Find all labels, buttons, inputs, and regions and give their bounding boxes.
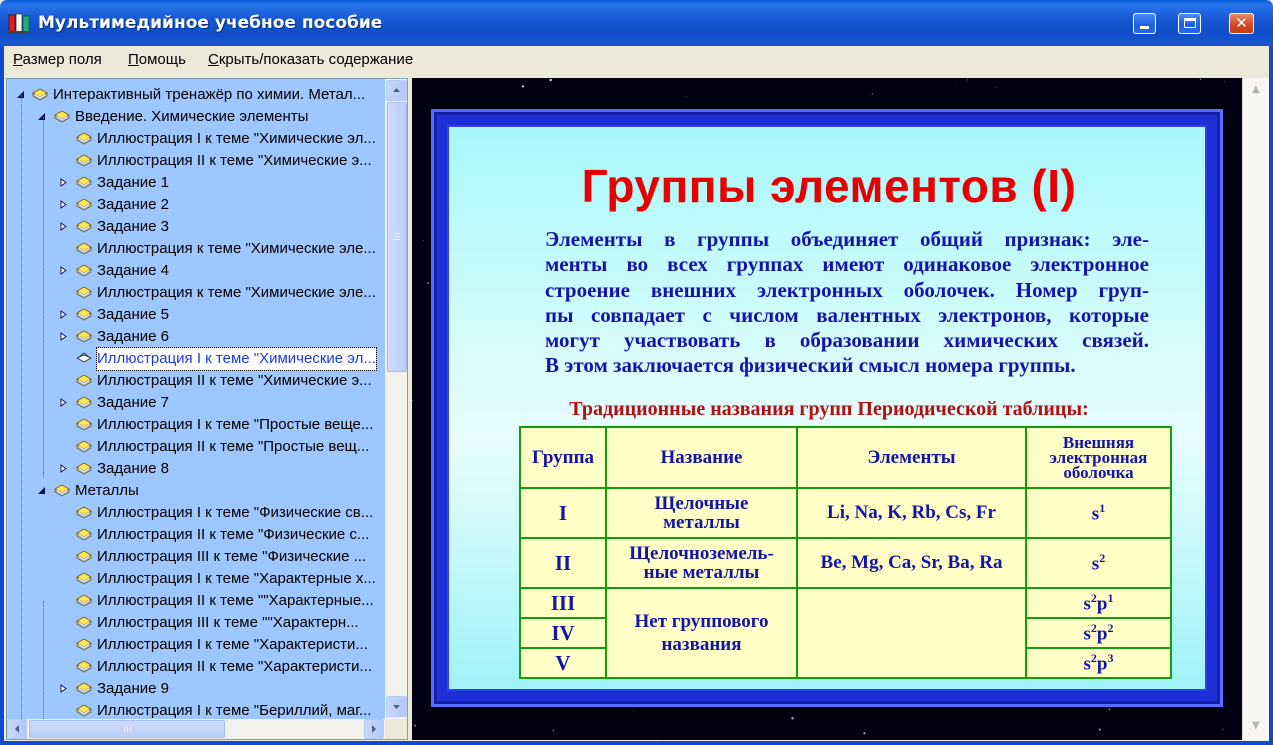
minimize-button[interactable] [1133, 13, 1156, 34]
paragraph-line: Элементы в группы объединяет общий признак: эле- [545, 227, 1149, 251]
orbital-s: s [1083, 593, 1091, 615]
electron-shell [1026, 648, 1171, 678]
page-icon [76, 194, 92, 216]
orbital-p-count: 3 [1107, 650, 1114, 665]
group-name-line: Нет группового [634, 611, 769, 632]
header-shell-line: Внешняя [1062, 433, 1135, 452]
menu-accelerator: П [128, 51, 139, 68]
tree-folder-item[interactable] [7, 84, 385, 106]
slide-title: Группы элементов (I) [581, 160, 1077, 212]
group-name-line: Щелочноземель- [629, 543, 774, 564]
scroll-left-button[interactable] [7, 719, 27, 739]
electron-shell [1026, 588, 1171, 618]
orbital-s-count: 2 [1090, 620, 1097, 635]
page-icon [76, 260, 92, 282]
orbital-s: s [1083, 623, 1091, 645]
paragraph-line: менты во всех группах имеют одинаковое электронное [545, 252, 1149, 277]
orbital-s: s [1083, 653, 1091, 675]
expand-icon[interactable] [59, 464, 68, 473]
tree-item-label: Иллюстрация I к теме "Характеристи... [97, 636, 368, 653]
tree-leaf-item[interactable] [7, 678, 385, 700]
book-icon [54, 480, 70, 502]
tree-item-label: Задание 5 [97, 306, 170, 323]
page-icon [76, 172, 92, 194]
collapse-icon[interactable] [37, 112, 46, 121]
group-name [606, 488, 797, 538]
header-shell-line: электронная [1049, 448, 1148, 467]
tree-leaf-item[interactable] [7, 634, 385, 656]
tree-item-label: Иллюстрация к теме "Химические эле... [97, 240, 376, 257]
menu-label-rest: азмер поля [22, 51, 102, 68]
menu-item-help[interactable] [128, 51, 186, 68]
page-icon [76, 634, 92, 656]
table-header-row [520, 427, 1171, 488]
group-name-merged [606, 588, 797, 678]
electron-shell [1026, 488, 1171, 538]
orbital-p: p [1096, 593, 1108, 615]
menu-label-rest: крыть/показать содержание [218, 51, 414, 68]
tree-item-label: Задание 7 [97, 394, 170, 411]
page-icon [76, 678, 92, 700]
content-viewer[interactable] [412, 78, 1242, 740]
close-icon: ✕ [1235, 14, 1248, 32]
minimize-icon [1140, 26, 1149, 29]
tree-leaf-item[interactable] [7, 150, 385, 172]
tree-item-label: Иллюстрация I к теме "Характерные х... [97, 570, 376, 587]
tree-leaf-item[interactable] [7, 128, 385, 150]
paragraph-line: строение внешних электронных оболочек. Номер груп- [545, 277, 1149, 302]
arrow-up-icon [387, 81, 406, 100]
maximize-icon [1184, 18, 1196, 28]
open-page-icon [76, 348, 92, 370]
arrow-left-icon [8, 720, 26, 738]
tree-leaf-item[interactable] [7, 326, 385, 348]
maximize-button[interactable] [1178, 13, 1201, 34]
page-icon [76, 150, 92, 172]
group-name-line: ные металлы [643, 562, 760, 583]
tree-item-label: Задание 3 [97, 218, 170, 235]
tree-leaf-item[interactable] [7, 260, 385, 282]
paragraph-line: пы совпадает с числом валентных электронов, которые [545, 302, 1149, 327]
close-button[interactable] [1229, 13, 1254, 34]
orbital-p: p [1096, 623, 1108, 645]
grip-icon [30, 721, 224, 737]
header-name: Название [606, 427, 797, 488]
tree-item-label: Иллюстрация I к теме "Химические эл... [97, 348, 376, 370]
tree-leaf-item[interactable] [7, 238, 385, 260]
tree-item-label: Задание 2 [97, 196, 170, 213]
group-name-line: металлы [663, 512, 740, 533]
paragraph-line: В этом заключается физический смысл номера группы. [545, 353, 1076, 378]
table-row [520, 538, 1171, 588]
group-name-line: Щелочные [654, 493, 749, 514]
book-stack-icon[interactable] [8, 12, 30, 34]
page-icon [76, 436, 92, 458]
group-number: V [520, 648, 606, 678]
tree-item-label: Иллюстрация III к теме ""Характерн... [97, 614, 359, 631]
tree-leaf-item[interactable] [7, 590, 385, 612]
arrow-up-icon[interactable]: ▲ [1252, 84, 1260, 95]
expand-icon[interactable] [59, 178, 68, 187]
table-row [520, 488, 1171, 538]
tree-vertical-scrollbar[interactable] [385, 79, 407, 719]
menu-item-toggle-contents[interactable] [208, 51, 413, 68]
arrow-down-icon [387, 697, 406, 716]
group-number: IV [520, 618, 606, 648]
arrow-right-icon [365, 720, 383, 738]
tree-leaf-item[interactable] [7, 172, 385, 194]
page-icon [76, 392, 92, 414]
tree-item-label: Интерактивный тренажёр по химии. Метал... [53, 86, 366, 103]
expand-icon[interactable] [59, 222, 68, 231]
header-shell-line: оболочка [1063, 463, 1134, 482]
window-title: Мультимедийное учебное пособие [38, 13, 383, 33]
page-icon [76, 128, 92, 150]
expand-icon[interactable] [59, 266, 68, 275]
tree-item-label: Иллюстрация I к теме "Физические св... [97, 504, 374, 521]
tree-leaf-item[interactable] [7, 568, 385, 590]
book-icon [32, 84, 48, 106]
tree-item-label: Иллюстрация к теме "Химические эле... [97, 284, 376, 301]
scroll-down-button[interactable] [386, 696, 407, 717]
tree-item-label: Иллюстрация I к теме "Химические эл... [97, 130, 376, 147]
electron-shell [1026, 538, 1171, 588]
page-icon [76, 370, 92, 392]
menu-item-field-size[interactable] [13, 51, 102, 68]
tree-leaf-item[interactable] [7, 370, 385, 392]
expand-icon[interactable] [59, 310, 68, 319]
page-icon [76, 700, 92, 719]
tree-guide-line [21, 95, 22, 719]
content-vertical-scrollbar[interactable] [1242, 78, 1269, 740]
menu-accelerator: С [208, 51, 219, 68]
tree-leaf-item[interactable] [7, 194, 385, 216]
page-icon [76, 502, 92, 524]
expand-icon[interactable] [59, 332, 68, 341]
collapse-icon[interactable] [37, 486, 46, 495]
tree-horizontal-scrollbar[interactable] [7, 719, 385, 739]
contents-tree[interactable] [6, 78, 408, 740]
page-icon [76, 238, 92, 260]
expand-icon[interactable] [59, 398, 68, 407]
tree-item-label: Иллюстрация III к теме "Физические ... [97, 548, 367, 565]
tree-leaf-item[interactable] [7, 348, 385, 370]
menu-bar [4, 46, 1269, 74]
expand-icon[interactable] [59, 200, 68, 209]
slide-frame [431, 109, 1223, 707]
tree-leaf-item[interactable] [7, 502, 385, 524]
tree-folder-item[interactable] [7, 480, 385, 502]
tree-item-label: Иллюстрация I к теме "Бериллий, маг... [97, 702, 372, 719]
slide-subtitle: Традиционные названия групп Периодической таблицы: [569, 398, 1089, 420]
tree-item-label: Введение. Химические элементы [75, 108, 309, 125]
tree-item-label: Иллюстрация I к теме "Простые веще... [97, 416, 374, 433]
orbital-p-count: 2 [1107, 620, 1114, 635]
orbital-s-count: 2 [1099, 550, 1106, 565]
header-group: Группа [520, 427, 606, 488]
group-number: II [520, 538, 606, 588]
group-number: III [520, 588, 606, 618]
tree-item-label: Иллюстрация II к теме ""Характерные... [97, 592, 374, 609]
tree-leaf-item[interactable] [7, 392, 385, 414]
tree-guide-line [43, 117, 44, 477]
tree-guide-line [43, 601, 44, 719]
tree-item-label: Задание 8 [97, 460, 170, 477]
title-bar[interactable] [0, 0, 1273, 46]
arrow-down-icon[interactable]: ▼ [1252, 720, 1260, 731]
electron-shell [1026, 618, 1171, 648]
tree-list[interactable] [7, 79, 385, 719]
tree-leaf-item[interactable] [7, 612, 385, 634]
tree-item-label: Задание 9 [97, 680, 170, 697]
horizontal-scroll-thumb[interactable] [29, 720, 225, 738]
page-icon [76, 458, 92, 480]
slide-paragraph [545, 227, 1149, 379]
orbital-s: s [1091, 503, 1100, 525]
tree-item-label: Задание 6 [97, 328, 170, 345]
tree-item-label: Металлы [75, 482, 139, 499]
page-icon [76, 326, 92, 348]
window-frame-right [1269, 46, 1273, 745]
menu-label-rest: омощь [138, 51, 186, 68]
tree-leaf-item[interactable] [7, 458, 385, 480]
scroll-up-button[interactable] [386, 80, 407, 101]
tree-item-label: Иллюстрация II к теме "Химические э... [97, 152, 372, 169]
scroll-corner [385, 719, 407, 739]
group-name [606, 538, 797, 588]
page-icon [76, 590, 92, 612]
page-icon [76, 304, 92, 326]
orbital-s-count: 2 [1090, 590, 1097, 605]
tree-leaf-item[interactable] [7, 524, 385, 546]
orbital-s-count: 1 [1099, 500, 1106, 515]
tree-leaf-item[interactable] [7, 656, 385, 678]
tree-item-label: Задание 4 [97, 262, 170, 279]
header-elements: Элементы [797, 427, 1026, 488]
page-icon [76, 612, 92, 634]
orbital-s-count: 2 [1090, 650, 1097, 665]
page-icon [76, 216, 92, 238]
group-elements: Be, Mg, Ca, Sr, Ba, Ra [797, 538, 1026, 588]
table-row [520, 588, 1171, 618]
grip-icon [388, 103, 406, 371]
window-frame-bottom [0, 741, 1273, 745]
menu-accelerator: Р [13, 51, 23, 68]
header-shell [1026, 427, 1171, 488]
page-icon [76, 546, 92, 568]
tree-item-label: Иллюстрация II к теме "Химические э... [97, 372, 372, 389]
tree-leaf-item[interactable] [7, 700, 385, 719]
page-icon [76, 414, 92, 436]
group-elements: Li, Na, K, Rb, Cs, Fr [797, 488, 1026, 538]
group-number: I [520, 488, 606, 538]
page-icon [76, 656, 92, 678]
orbital-p-count: 1 [1107, 590, 1114, 605]
groups-table [519, 426, 1172, 679]
slide [447, 125, 1207, 691]
group-elements-empty [797, 588, 1026, 678]
page-icon [76, 568, 92, 590]
tree-folder-item[interactable] [7, 106, 385, 128]
scroll-right-button[interactable] [364, 719, 384, 739]
orbital-s: s [1091, 553, 1100, 575]
tree-item-label: Задание 1 [97, 174, 170, 191]
tree-leaf-item[interactable] [7, 546, 385, 568]
window-frame-left [0, 46, 4, 745]
expand-icon[interactable] [59, 684, 68, 693]
orbital-p: p [1096, 653, 1108, 675]
tree-leaf-item[interactable] [7, 304, 385, 326]
page-icon [76, 524, 92, 546]
tree-item-label: Иллюстрация II к теме "Физические с... [97, 526, 370, 543]
tree-item-label: Иллюстрация II к теме "Характеристи... [97, 658, 373, 675]
scroll-thumb[interactable] [387, 102, 407, 372]
tree-leaf-item[interactable] [7, 282, 385, 304]
group-name-line: названия [661, 634, 742, 655]
tree-leaf-item[interactable] [7, 216, 385, 238]
paragraph-line: могут участвовать в образовании химических связей. [545, 328, 1149, 353]
tree-item-label: Иллюстрация II к теме "Простые вещ... [97, 438, 370, 455]
tree-leaf-item[interactable] [7, 414, 385, 436]
tree-leaf-item[interactable] [7, 436, 385, 458]
book-icon [54, 106, 70, 128]
page-icon [76, 282, 92, 304]
